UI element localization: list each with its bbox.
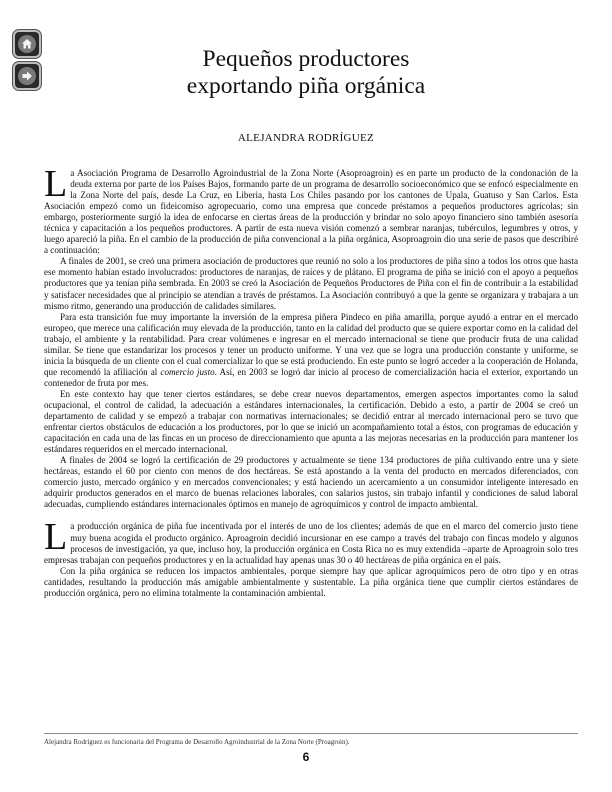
author-name: ALEJANDRA RODRÍGUEZ — [237, 132, 375, 144]
drop-cap: L — [44, 516, 68, 559]
title-line-2: exportando piña orgánica — [186, 73, 426, 99]
footnote: Alejandra Rodríguez es funcionaria del Programa de Desarrollo Agroindustrial de la Zona Norte (Proagroin). — [44, 738, 350, 746]
paragraph-6 — [44, 516, 578, 565]
footnote-divider — [44, 733, 578, 734]
paragraph-1-text: a Asociación Programa de Desarrollo Agroindustrial de la Zona Norte (Asoproagroin) es en parte un producto de la condonación de la deuda externa por parte de los Países Bajos, formando parte de un programa de desarrollo socioeconómico que se enfocó especialmente en la Zona Norte del país, desde La Cruz, en Liberia, hasta Los Chiles pasando por los cantones de Upala, Guatuso y San Carlos. Esta Asociación empezó como un fideicomiso agropecuario, como una empresa que concede préstamos a pequeños productores agrícolas; sin embargo, posteriormente surgió la idea de enfocarse en ciertas áreas de la producción y brindar no solo apoyo financiero sino también asesoría técnica y capacitación a los pequeños productores. A partir de esta nueva visión comenzó a sembrar naranjas, tubérculos, legumbres y otros, y luego apareció la piña. En el cambio de la producción de piña convencional a la piña orgánica, Asoproagroin dio una serie de pasos que describiré a continuación: — [44, 168, 578, 256]
paragraph-3 — [44, 312, 578, 389]
paragraph-2: A finales de 2001, se creó una primera asociación de productores que reunió no solo a los productores de piña sino a todos los otros que hasta ese momento habían estado involucrados: productores de naranjas, de raíces y de plátano. El programa de piña se inició con el apoyo a pequeños productores que ya tenían piña sembrada. En 2003 se creó la Asociación de Pequeños Productores de Piña con el fin de contribuir a la estabilidad y satisfacer necesidades que al principio se atendían a través de préstamos. La Asociación contribuyó a que la gente se organizara y trabajara a un mismo ritmo, generando una producción de calidades similares. — [44, 256, 578, 311]
title-line-1: Pequeños productores — [202, 46, 410, 72]
article-title — [0, 46, 612, 100]
article-body — [44, 163, 578, 599]
paragraph-5: A finales de 2004 se logró la certificación de 29 productores y actualmente se tiene 134 productores de piña cultivando entre una y siete hectáreas, estando el 60 por ciento con menos de dos hectáreas. Se está apostando a la venta del producto en mercados diferenciados, con comercio justo, mercado orgánico y en mercados convencionales; y está haciendo un acercamiento a un consumidor inteligente interesado en adquirir productos generados en el marco de buenas relaciones laborales, con salarios justos, sin trabajo infantil y condiciones de salud laboral adecuadas, cumpliendo estándares internacionales óptimos en manejo de agroquímicos y control de impacto ambiental. — [44, 455, 578, 510]
drop-cap: L — [44, 163, 68, 205]
paragraph-3-emphasis: comercio justo — [160, 366, 215, 377]
paragraph-7: Con la piña orgánica se reducen los impactos ambientales, porque siempre hay que aplicar agroquímicos pero de otro tipo y en otras cantidades, resultando la producción más amigable ambientalmente y sustentable. La piña orgánica tiene que cumplir ciertos estándares de producción orgánica, pero no elimina totalmente la contaminación ambiental. — [44, 565, 578, 598]
paragraph-3-text-a: Para esta transición fue muy importante la inversión de la empresa piñera Pindeco en piña amarilla, porque ayudó a entrar en el mercado europeo, que merece una calificación muy elevada de la producción, tanto en la calidad del producto que se quiere exportar como en la calidad del trabajo, el ambiente y la rentabilidad. Para crear volúmenes e ingresar en el mercado internacional se tiene que producir fruta de una calidad similar. Se tiene que estandarizar los procesos y tener un producto uniforme. Y una vez que se logra una producción constante y uniforme, se inicia la búsqueda de un cliente con el cual comercializar lo que se está produciendo. En este punto se logró acceder a la cooperación de Holanda, que recomendó la afiliación al — [44, 311, 578, 377]
paragraph-4: En este contexto hay que tener ciertos estándares, se debe crear nuevos departamentos, emergen aspectos importantes como la salud ocupacional, el control de calidad, la adecuación a estándares internacionales, la certificación. Debido a esto, a partir de 2004 se creó un departamento de calidad y se empezó a trabajar con normativas internacionales; se decidió entrar al mercado internacional pero se tuvo que enfrentar ciertos obstáculos de educación a los productores, por lo que se inició un acompañamiento total a éstos, con programas de educación y capacitación en cada una de las fincas en un proceso de direccionamiento que apunta a las mejoras necesarias en la producción para mantener los estándares requeridos en el mercado internacional. — [44, 388, 578, 455]
page-number: 6 — [302, 750, 310, 764]
paragraph-1 — [44, 163, 578, 256]
paragraph-6-text: a producción orgánica de piña fue incentivada por el interés de uno de los clientes; además de que en el marco del comercio justo tiene muy buena acogida el producto orgánico. Aproagroin decidió incursionar en ese campo a través del trabajo con fincas modelo y algunos procesos de investigación, ya que, incluso hoy, la producción orgánica en Costa Rica no es muy extendida –aparte de Aproagroin solo tres empresas trabajan con pequeños productores y en la actualidad hay apenas unas 30 o 40 hectáreas de piña orgánica en el país. — [44, 521, 578, 565]
paragraph-3-text-b: . Así, en 2003 se logró dar inicio al proceso de comercialización hacia el exterior, exportando un contenedor de fruta por mes. — [44, 366, 578, 388]
